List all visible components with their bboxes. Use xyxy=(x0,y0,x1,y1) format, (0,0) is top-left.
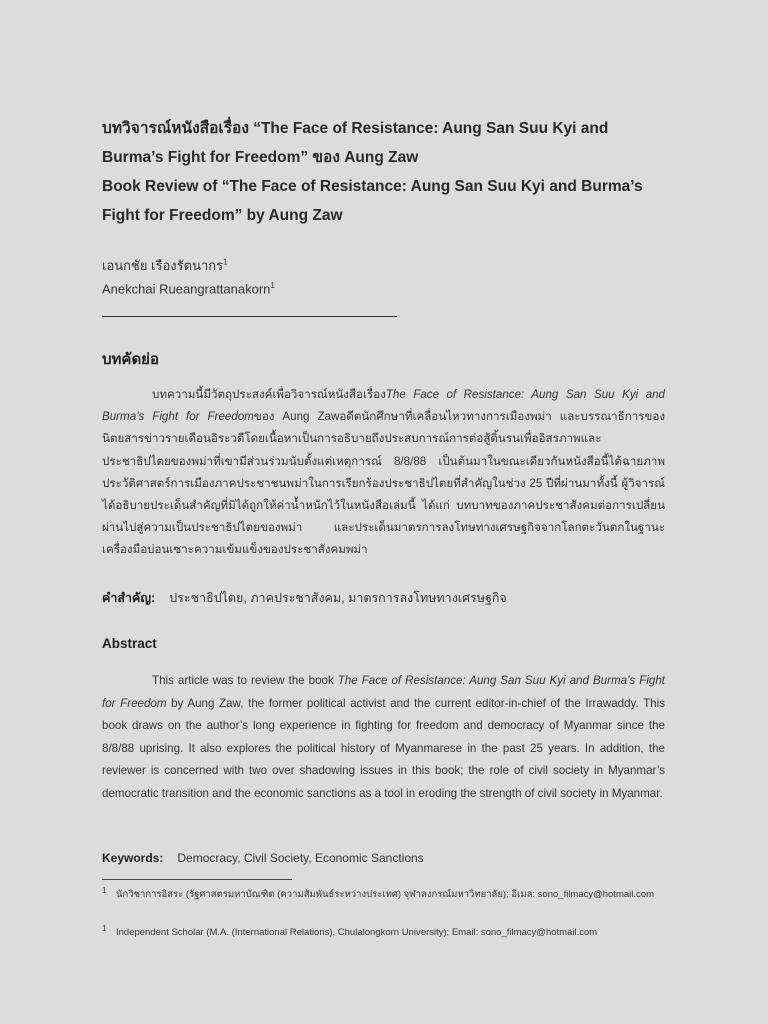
keywords-thai-text: ประชาธิปไตย, ภาคประชาสังคม, มาตรการลงโทษทางเศรษฐกิจ xyxy=(169,591,507,605)
abstract-thai-rest: ของ Aung Zawอดีตนักศึกษาที่เคลื่อนไหวทางการเมืองพม่า และบรรณาธิการของนิตยสารข่าวรายเดือนอิระวดีโดยเนื้อหาเป็นการอธิบายถึงประสบการณ์การต่อสู้ดิ้นรนเพื่ออิสรภาพและประชาธิปไตยของพม่าที่เขามีส่วนร่วมนับตั้งแต่เหตุการณ์ 8/8/88 เป็นต้นมาในขณะเดียวกันหนังสือนี้ได้ฉายภาพประวัติศาสตร์การเมืองภาคประชาชนพม่าในการเรียกร้องประชาธิปไตยที่สำคัญในช่วง 25 ปีที่ผ่านมาทั้งนี้ ผู้วิจารณ์ได้อธิบายประเด็นสำคัญที่มิได้ถูกให้ค่าน้ำหนักไว้ในหนังสือเล่มนี้ ได้แก่ บทบาทของภาคประชาสังคมต่อการเปลี่ยนผ่านไปสู่ความเป็นประชาธิปไตยของพม่า และประเด็นมาตรการลงโทษทางเศรษฐกิจจากโลกตะวันตกในฐานะเครื่องมือบ่อนเซาะความเข้มแข็งของประชาสังคมพม่า xyxy=(102,410,665,557)
abstract-heading-english: Abstract xyxy=(102,636,157,651)
abstract-english-lead: This article was to review the book xyxy=(152,674,338,687)
footnote-english-text: Independent Scholar (M.A. (International Relations), Chulalongkorn University); Email: sono_filmacy@hotmail.com xyxy=(116,927,598,938)
footnote-thai xyxy=(102,886,667,903)
author-footnote-marker: 1 xyxy=(223,257,228,267)
keywords-english xyxy=(102,851,424,865)
abstract-english-rest: by Aung Zaw, the former political activist and the current editor-in-chief of the Irrawaddy. This book draws on the author’s long experience in fighting for freedom and democracy of Myanmar since the 8/8/88 uprising. It also explores the political history of Myanmarese in the past 25 years. In addition, the reviewer is concerned with two over shadowing issues in this book; the role of civil society in Myanmar’s democratic transition and the economic sanctions as a tool in eroding the strength of civil society in Myanmar. xyxy=(102,696,665,800)
abstract-body-thai xyxy=(102,384,665,562)
footnote-english xyxy=(102,924,667,941)
abstract-heading-thai: บทคัดย่อ xyxy=(102,351,159,368)
footnote-thai-text: นักวิชาการอิสระ (รัฐศาสตรมหาบัณฑิต (ความสัมพันธ์ระหว่างประเทศ) จุฬาลงกรณ์มหาวิทยาลัย); อีเมล: sono_filmacy@hotmail.com xyxy=(116,889,654,900)
abstract-body-english xyxy=(102,670,665,805)
title-thai: บทวิจารณ์หนังสือเรื่อง “The Face of Resistance: Aung San Suu Kyi and Burma’s Fight for Freedom” ของ Aung Zaw xyxy=(102,120,609,166)
author-name-english-text: Anekchai Rueangrattanakorn xyxy=(102,281,271,297)
author-name-english xyxy=(102,281,275,296)
author-footnote-marker: 1 xyxy=(270,281,275,290)
keywords-english-label: Keywords: xyxy=(102,851,164,865)
footnote-thai-marker: 1 xyxy=(102,886,107,895)
footnote-divider xyxy=(102,879,292,880)
abstract-english-book-title: The Face of Resistance: Aung San Suu Kyi and Burma’s Fight for Freedom xyxy=(102,674,665,710)
keywords-thai xyxy=(102,588,507,608)
author-name-thai-text: เอนกชัย เรืองรัตนากร xyxy=(102,258,224,273)
author-divider xyxy=(102,316,397,317)
title-english: Book Review of “The Face of Resistance: Aung San Suu Kyi and Burma’s Fight for Freedom” by Aung Zaw xyxy=(102,178,643,224)
author-name-thai xyxy=(102,255,228,276)
abstract-thai-lead: บทความนี้มีวัตถุประสงค์เพื่อวิจารณ์หนังสือเรื่อง xyxy=(152,388,386,401)
keywords-thai-label: คำสำคัญ: xyxy=(102,591,156,605)
footnote-english-marker: 1 xyxy=(102,924,107,933)
abstract-thai-book-title: The Face of Resistance: Aung San Suu Kyi and Burma’s Fight for Freedom xyxy=(102,388,665,424)
keywords-english-text: Democracy, Civil Society, Economic Sanctions xyxy=(177,851,424,865)
